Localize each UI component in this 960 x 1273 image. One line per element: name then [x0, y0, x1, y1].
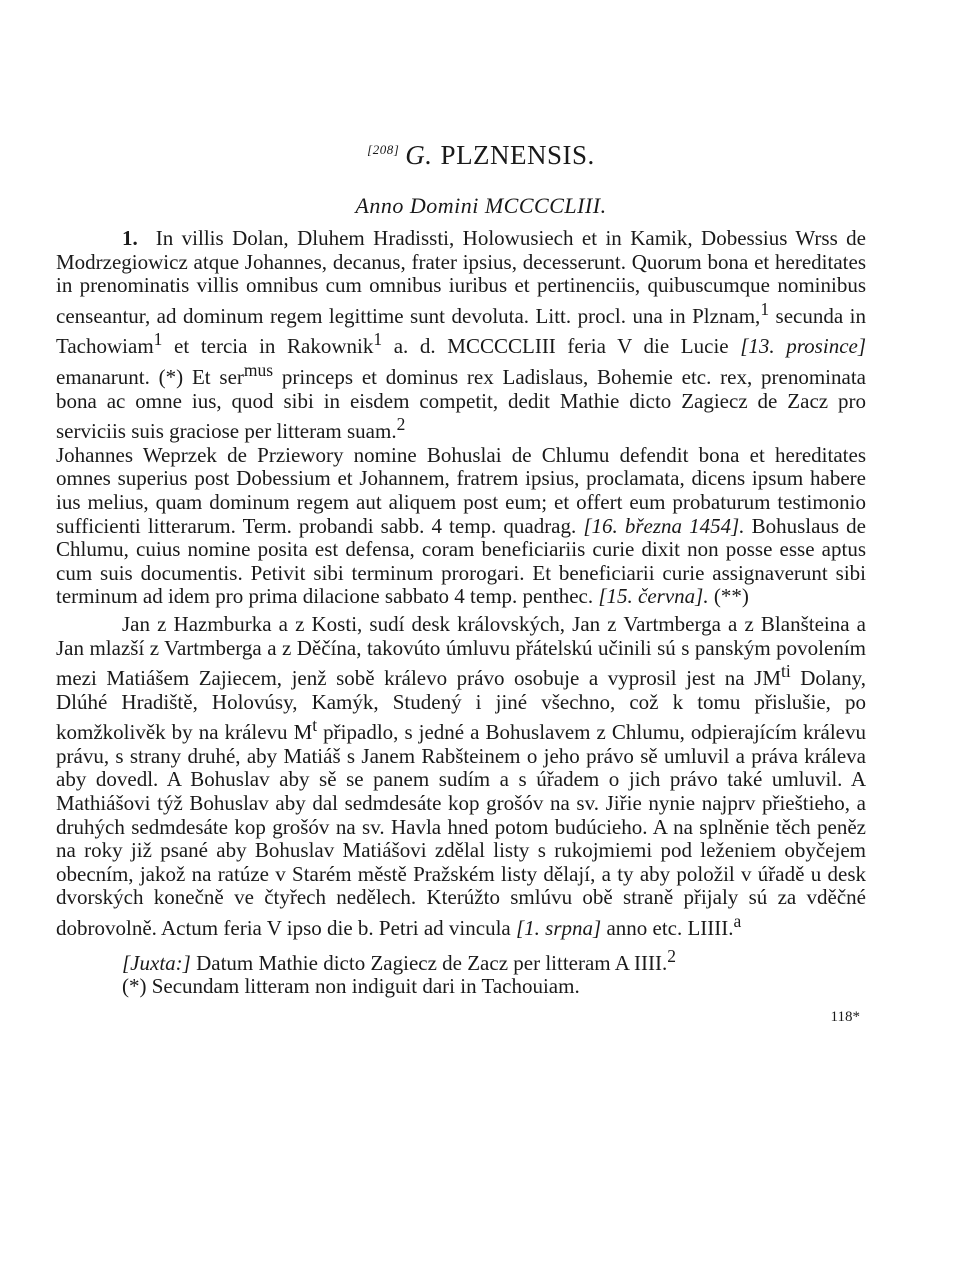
page-number: 118*: [830, 1008, 860, 1025]
text-run: emanarunt. (*) Et ser: [56, 364, 244, 389]
text-run: Dolany, Dlúhé Hradiště, Holovúsy, Kamýk, Studený i jiné všechno, což k tomu přislušie, po komžkolivěk by na králevu M: [56, 666, 866, 745]
text-run: Bohuslaus de Chlumu, cuius nomine posita est defensa, coram beneficiariis curie dixit non posse esse aptus cum suis documentis. Petivit sibi terminum prorogari. Et beneficiarii curie assignaverunt sibi terminum ad idem pro prima dilacione sabbato 4 temp. penthec.: [56, 513, 866, 609]
footnote-mark: 1: [153, 329, 163, 350]
date-gloss: [13. prosince]: [740, 334, 867, 359]
text-run: secunda in Tachowiam: [56, 303, 866, 359]
footnote-mark: 1: [760, 298, 770, 319]
entry-paragraph-czech: [56, 613, 866, 941]
text-run: In villis Dolan, Dluhem Hradissti, Holowusiech et in Kamik, Dobessius Wrss de Modrzegiowicz atque Johannes, decanus, frater ipsius, decesserunt. Quorum bona et hereditates in prenominatis villis omnibus cum omnibus iuribus et pertinenciis, quibuscumque nominibus censeantur, ad dominum regem legittime sunt devoluta. Litt. procl. una in Plznam,: [56, 226, 866, 328]
footnote-mark: a: [733, 911, 742, 932]
document-page: [56, 140, 866, 1026]
year-heading: Anno Domini MCCCCLIII.: [355, 193, 607, 218]
section-heading: [56, 140, 866, 171]
superscript-abbrev: mus: [243, 359, 274, 380]
text-run: et tercia in Rakownik: [162, 334, 374, 359]
heading-letter: G.: [405, 140, 433, 170]
text-run: (**): [708, 584, 749, 609]
text-run: Datum Mathie dicto Zagiecz de Zacz per litteram A IIII.: [190, 950, 668, 975]
heading-title: PLZNENSIS.: [440, 140, 595, 170]
text-run: připadlo, s jedné a Bohuslavem z Chlumu, odpierajícím králevu právu, s strany druhé, aby Matiáš s Janem Rabšteinem o jeho právo sě umluvil a práva králeva aby dovedl. A Bohuslav aby sě se panem sudím a s úřadem o jich právo také umluvil. A Mathiášovi týž Bohuslav aby dal sedmdesáte kop grošóv na sv. Jiřie nynie najprv přieštieho, a druhých sedmdesáte kop grošóv na sv. Havla hned potom budúcieho. A na splněnie těch peněz na roky již psané aby Bohuslav Matiášovi zdělal listy s rukojmiemi pod leženiem obyčejem obecním, jakož na ratúze v Starém městě Pražském listy dělají, a ty aby položil v úřadě u desk dvorských konečně ve čtyřech nedělech. Kterúžto smlúvu obě straně přijaly sú za vděčné dobrovolně. Actum feria V ipso die b. Petri ad vincula: [56, 720, 867, 941]
footnote-mark: 2: [667, 945, 676, 966]
text-run: Johannes Weprzek de Prziewory nomine Bohuslai de Chlumu defendit bona et hereditates omnes superius post Dobessium et Johannem, fratrem ipsius, proclamata, dicens ipsum habere ius melius, quam dominum regem aut aliquem post eum; et offert eum probaturum testimonio sufficienti litterarum. Term. probandi sabb. 4 temp. quadrag.: [56, 442, 866, 538]
entry-number: 1.: [122, 226, 138, 250]
superscript-abbrev: t: [312, 715, 318, 736]
date-gloss: [1. srpna]: [515, 916, 602, 941]
footnote-mark: 2: [396, 414, 406, 435]
date-gloss: [15. června].: [598, 584, 709, 609]
date-gloss: [16. března 1454].: [583, 513, 745, 538]
text-run: Jan z Hazmburka a z Kosti, sudí desk královských, Jan z Vartmberga a z Blanšteina a Jan mlazší z Vartmberga a z Děčína, takovúto úmluvu přátelskú učinili sú s panským povolením mezi Matiášem Zajiecem, jenž sobě králevo právo osobuje a vyprosil jest na JM: [56, 611, 866, 691]
page-reference: [208]: [367, 142, 400, 157]
juxta-label: [Juxta:]: [122, 950, 191, 975]
footnote-mark: 1: [373, 329, 383, 350]
juxta-note: [122, 945, 866, 976]
text-run: princeps et dominus rex Ladislaus, Bohemie etc. rex, prenominata bona ac omne ius, quod sibi in eisdem competit, dedit Mathie dicto Zagiecz de Zacz pro serviciis suis graciose per litteram suam.: [56, 364, 866, 444]
superscript-abbrev: ti: [781, 661, 791, 682]
entry-paragraph-latin-2: [56, 444, 866, 609]
text-run: anno etc. LIIII.: [601, 916, 734, 941]
text-run: a. d. MCCCCLIII feria V die Lucie: [382, 334, 741, 359]
entry-paragraph-latin-1: [56, 227, 866, 444]
footnote-text: (*) Secundam litteram non indiguit dari in Tachouiam.: [122, 974, 580, 999]
